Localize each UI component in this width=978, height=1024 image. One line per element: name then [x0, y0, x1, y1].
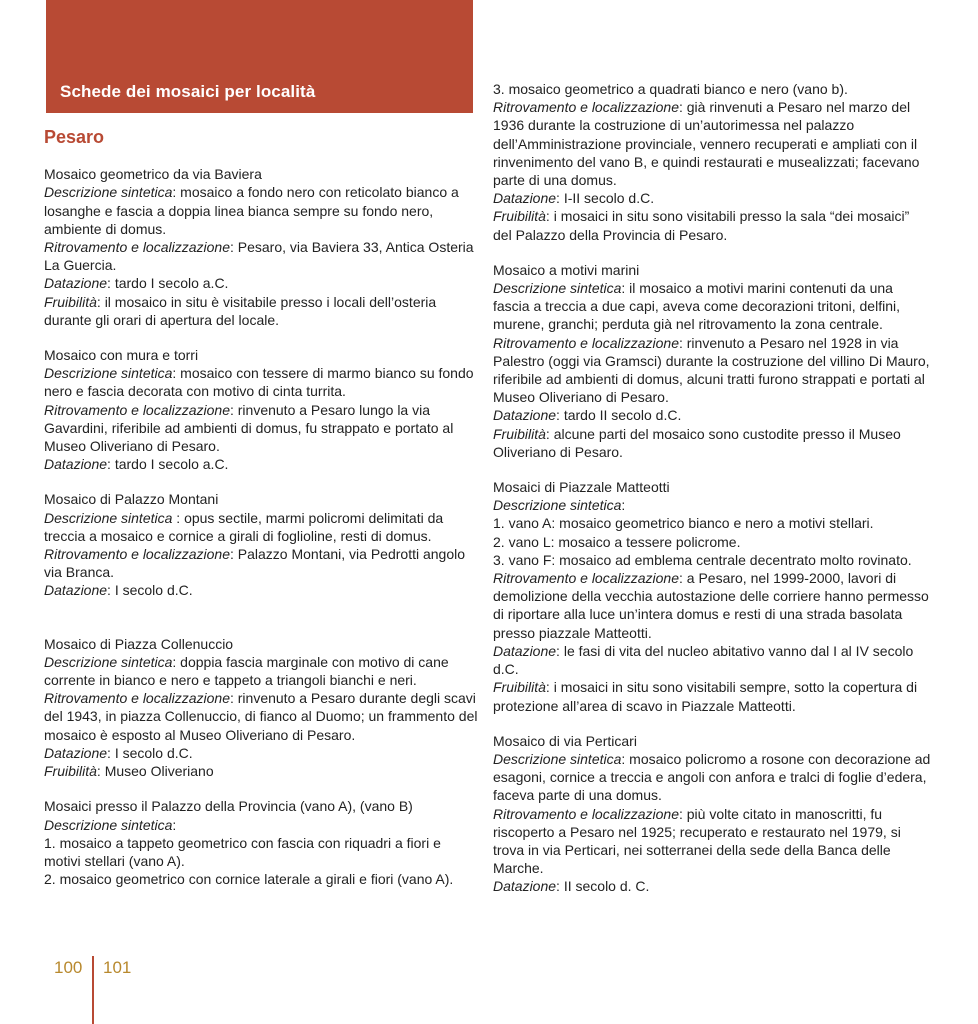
field-label: Ritrovamento e localizzazione: [44, 546, 230, 563]
field-label: Ritrovamento e localizzazione: [493, 805, 679, 822]
entry-title-text: Mosaico di Piazza Collenuccio: [44, 635, 234, 652]
entry-title-text: Mosaici di Piazzale Matteotti: [493, 479, 670, 496]
left-column: [44, 128, 480, 905]
entry-field: [493, 805, 931, 878]
mosaic-entry: [44, 346, 480, 473]
field-label: Datazione: [44, 582, 108, 599]
entry-title: [493, 261, 931, 279]
field-separator: :: [172, 365, 181, 382]
mosaic-entry: [44, 165, 480, 329]
field-text: Pesaro, via Baviera 33, Antica Osteria La Guercia.: [44, 239, 474, 274]
field-label: Datazione: [44, 456, 108, 473]
field-text: alcune parti del mosaico sono custodite presso il Museo Oliveriano di Pesaro.: [493, 425, 901, 460]
entry-title-text: Mosaico di via Perticari: [493, 732, 637, 749]
field-text: I-II secolo d.C.: [563, 190, 655, 207]
entry-field: [493, 642, 931, 678]
mosaic-entry: [493, 261, 931, 461]
entry-field: [493, 425, 931, 461]
field-separator: :: [678, 805, 687, 822]
entry-line: 3. mosaico geometrico a quadrati bianco e nero (vano b).: [493, 81, 848, 97]
field-label: Ritrovamento e localizzazione: [44, 239, 230, 256]
field-separator: :: [172, 509, 185, 526]
field-separator: :: [678, 334, 687, 351]
field-label: Fruibilità: [493, 208, 546, 225]
field-separator: :: [107, 582, 115, 599]
entry-field: [493, 334, 931, 407]
field-text: più volte citato in manoscritti, fu riscoperto a Pesaro nel 1925; recuperato e restaurato nel 1979, si trova in via Perticari, nei sotterranei della sede della Banca delle Marche.: [493, 805, 901, 877]
field-label: Ritrovamento e localizzazione: [493, 570, 679, 587]
field-text: già rinvenuti a Pesaro nel marzo del 1936 durante la costruzione di un’autorimessa nel palazzo dell’Amministrazione provinciale, vennero recuperati e ampliati con il rinvenimento del vano B, e quindi restaurati e musealizzati; facevano parte di una domus.: [493, 99, 920, 189]
entry-line: 1. vano A: mosaico geometrico bianco e nero a motivi stellari.: [493, 515, 874, 532]
field-separator: :: [556, 190, 564, 207]
page-number-right: 101: [103, 958, 132, 977]
field-label: Fruibilità: [44, 763, 97, 780]
field-label: Ritrovamento e localizzazione: [493, 334, 679, 351]
field-separator: :: [678, 570, 687, 587]
field-label: Ritrovamento e localizzazione: [44, 690, 230, 707]
mosaic-entry: [44, 490, 480, 599]
field-label: Datazione: [493, 878, 557, 895]
entry-title: [44, 346, 480, 364]
field-separator: :: [96, 293, 105, 310]
right-column: [493, 80, 931, 913]
section-title: Pesaro: [44, 127, 105, 147]
entry-title: [44, 165, 480, 183]
field-label: Fruibilità: [44, 293, 97, 310]
field-label: Fruibilità: [493, 679, 546, 696]
field-text: i mosaici in situ sono visitabili presso la sala “dei mosaici” del Palazzo della Provincia di Pesaro.: [493, 208, 910, 243]
field-text: opus sectile, marmi policromi delimitati da treccia a mosaico e cornice a girali di foglioline, resti di domus.: [44, 509, 444, 544]
entry-field: [44, 816, 480, 834]
entry-field: [493, 207, 931, 243]
field-label: Datazione: [493, 407, 557, 424]
field-text: a Pesaro, nel 1999-2000, lavori di demolizione della vecchia autostazione delle corriere hanno permesso di riportare alla luce un’intera domus e resti di una strada basolata presso piazzale Matteotti.: [493, 570, 929, 641]
entry-field: [44, 744, 480, 762]
entry-title-text: Mosaico di Palazzo Montani: [44, 491, 219, 508]
field-separator: :: [556, 878, 564, 895]
field-separator: :: [545, 208, 554, 225]
entry-title: [493, 732, 931, 750]
field-separator: :: [556, 407, 564, 424]
field-text: mosaico policromo a rosone con decorazione ad esagoni, cornice a treccia e angoli con anfora e tralci di foglie d’edera, faceva parte di una domus.: [493, 750, 931, 804]
entry-field: [44, 653, 480, 689]
field-text: tardo I secolo a.C.: [114, 456, 229, 473]
field-text: il mosaico a motivi marini contenuti da una fascia a treccia a due capi, aveva come decorazioni tritoni, delfini, murene, granchi; perduta già nel ritrovamento la zona centrale.: [493, 280, 900, 333]
entry-field: [44, 455, 480, 473]
field-label: Fruibilità: [493, 425, 546, 442]
entry-title: [44, 797, 480, 815]
field-label: Ritrovamento e localizzazione: [493, 99, 679, 116]
field-text: tardo II secolo d.C.: [563, 407, 682, 424]
entry-field: [44, 238, 480, 274]
field-separator: :: [678, 99, 687, 116]
mosaic-entry: [44, 797, 480, 888]
mosaic-entry: [44, 635, 480, 781]
field-text: Palazzo Montani, via Pedrotti angolo via Branca.: [44, 546, 466, 581]
field-label: Descrizione sintetica: [493, 280, 622, 297]
page-number-left: 100: [54, 958, 83, 977]
entry-line: 1. mosaico a tappeto geometrico con fascia con riquadri a fiori e motivi stellari (vano A).: [44, 834, 441, 869]
right-entries: [493, 80, 931, 896]
field-separator: :: [107, 275, 115, 292]
field-label: Datazione: [44, 275, 108, 292]
left-entries: [44, 165, 480, 888]
field-separator: :: [229, 690, 238, 707]
field-label: Descrizione sintetica: [44, 653, 173, 670]
field-text: mosaico con tessere di marmo bianco su fondo nero e fascia decorata con motivo di cinta turrita.: [44, 365, 474, 400]
field-label: Descrizione sintetica: [44, 509, 173, 526]
field-separator: :: [556, 642, 564, 659]
field-text: i mosaici in situ sono visitabili sempre, sotto la copertura di protezione all’area di scavo in Piazzale Matteotti.: [493, 679, 918, 714]
entry-field: [44, 293, 480, 329]
field-separator: :: [621, 750, 630, 767]
entry-field: [493, 678, 931, 714]
entry-field: [44, 762, 480, 780]
field-label: Descrizione sintetica: [44, 184, 173, 201]
entry-title-text: Mosaici presso il Palazzo della Provincia: [44, 798, 297, 815]
mosaic-entry: [493, 478, 931, 715]
field-text: tardo I secolo a.C.: [114, 275, 229, 292]
entry-field: [493, 569, 931, 642]
field-text: I secolo d.C.: [114, 744, 193, 761]
entry-title-suffix: (vano A), (vano B): [296, 798, 413, 815]
mosaic-entry: [493, 80, 931, 244]
field-label: Descrizione sintetica: [44, 816, 173, 833]
entry-line: 3. vano F: mosaico ad emblema centrale decentrato molto rovinato.: [493, 551, 912, 568]
field-label: Datazione: [493, 642, 557, 659]
entry-field: [44, 401, 480, 456]
field-label: Datazione: [493, 190, 557, 207]
field-separator: :: [621, 280, 630, 297]
field-separator: :: [107, 456, 115, 473]
entry-title-text: Mosaico con mura e torri: [44, 347, 199, 364]
field-text: rinvenuto a Pesaro nel 1928 in via Palestro (oggi via Gramsci) durante la costruzione del villino Di Mauro, riferibile ad ambienti di domus, alcuni tratti furono strappati e portati al Museo Oliveriano di Pesaro.: [493, 334, 930, 406]
entry-field: [44, 274, 480, 292]
field-text: rinvenuto a Pesaro durante degli scavi del 1943, in piazza Collenuccio, di fianco al Duomo; un frammento del mosaico è esposto al Museo Oliveriano di Pesaro.: [44, 690, 478, 743]
entry-field: [493, 279, 931, 334]
entry-title: [44, 490, 480, 508]
entry-title: [44, 635, 480, 653]
field-label: Datazione: [44, 744, 108, 761]
field-label: Descrizione sintetica: [44, 365, 173, 382]
field-separator: :: [621, 497, 626, 514]
entry-title-text: Mosaico geometrico da via Baviera: [44, 166, 262, 183]
field-separator: :: [172, 816, 177, 833]
entry-field: [44, 509, 480, 545]
field-separator: :: [545, 679, 554, 696]
field-label: Descrizione sintetica: [493, 497, 622, 514]
field-separator: :: [96, 763, 105, 780]
entry-title-text: Mosaico a motivi marini: [493, 261, 640, 278]
entry-field: [493, 189, 931, 207]
field-text: doppia fascia marginale con motivo di cane corrente in bianco e nero e tappeto a triangoli bianchi e neri.: [44, 653, 449, 689]
entry-field: [44, 689, 480, 744]
entry-field: [44, 545, 480, 581]
entry-field: [493, 877, 931, 895]
field-text: rinvenuto a Pesaro lungo la via Gavardini, riferibile ad ambienti di domus, fu strappato e portato al Museo Oliveriano di Pesaro.: [44, 401, 454, 455]
entry-field: [493, 496, 931, 514]
field-separator: :: [229, 546, 238, 563]
entry-field: [493, 406, 931, 424]
field-text: mosaico a fondo nero con reticolato bianco a losanghe e fascia a doppia linea bianca sempre su fondo nero, ambiente di domus.: [44, 184, 459, 237]
folio-divider: [92, 956, 94, 1024]
field-separator: :: [107, 744, 115, 761]
entry-title: [493, 478, 931, 496]
mosaic-entry: [493, 732, 931, 896]
field-label: Ritrovamento e localizzazione: [44, 401, 230, 418]
entry-line: 2. vano L: mosaico a tessere policrome.: [493, 533, 741, 550]
banner-title: Schede dei mosaici per località: [60, 82, 316, 101]
entry-field: [44, 364, 480, 400]
entry-field: [44, 183, 480, 238]
field-separator: :: [172, 653, 181, 670]
field-text: le fasi di vita del nucleo abitativo vanno dal I al IV secolo d.C.: [493, 642, 914, 678]
field-text: il mosaico in situ è visitabile presso i locali dell’osteria durante gli orari di apertura del locale.: [44, 293, 437, 328]
field-label: Descrizione sintetica: [493, 750, 622, 767]
entry-field: [44, 581, 480, 599]
header-banner: [46, 0, 473, 113]
entry-field: [493, 98, 931, 189]
field-text: Museo Oliveriano: [104, 763, 214, 780]
field-separator: :: [545, 425, 554, 442]
entry-field: [493, 750, 931, 805]
field-text: I secolo d.C.: [114, 582, 193, 599]
field-separator: :: [172, 184, 181, 201]
entry-line: 2. mosaico geometrico con cornice laterale a girali e fiori (vano A).: [44, 871, 454, 888]
field-text: II secolo d. C.: [563, 878, 650, 895]
field-separator: :: [229, 401, 238, 418]
field-separator: :: [229, 239, 238, 256]
